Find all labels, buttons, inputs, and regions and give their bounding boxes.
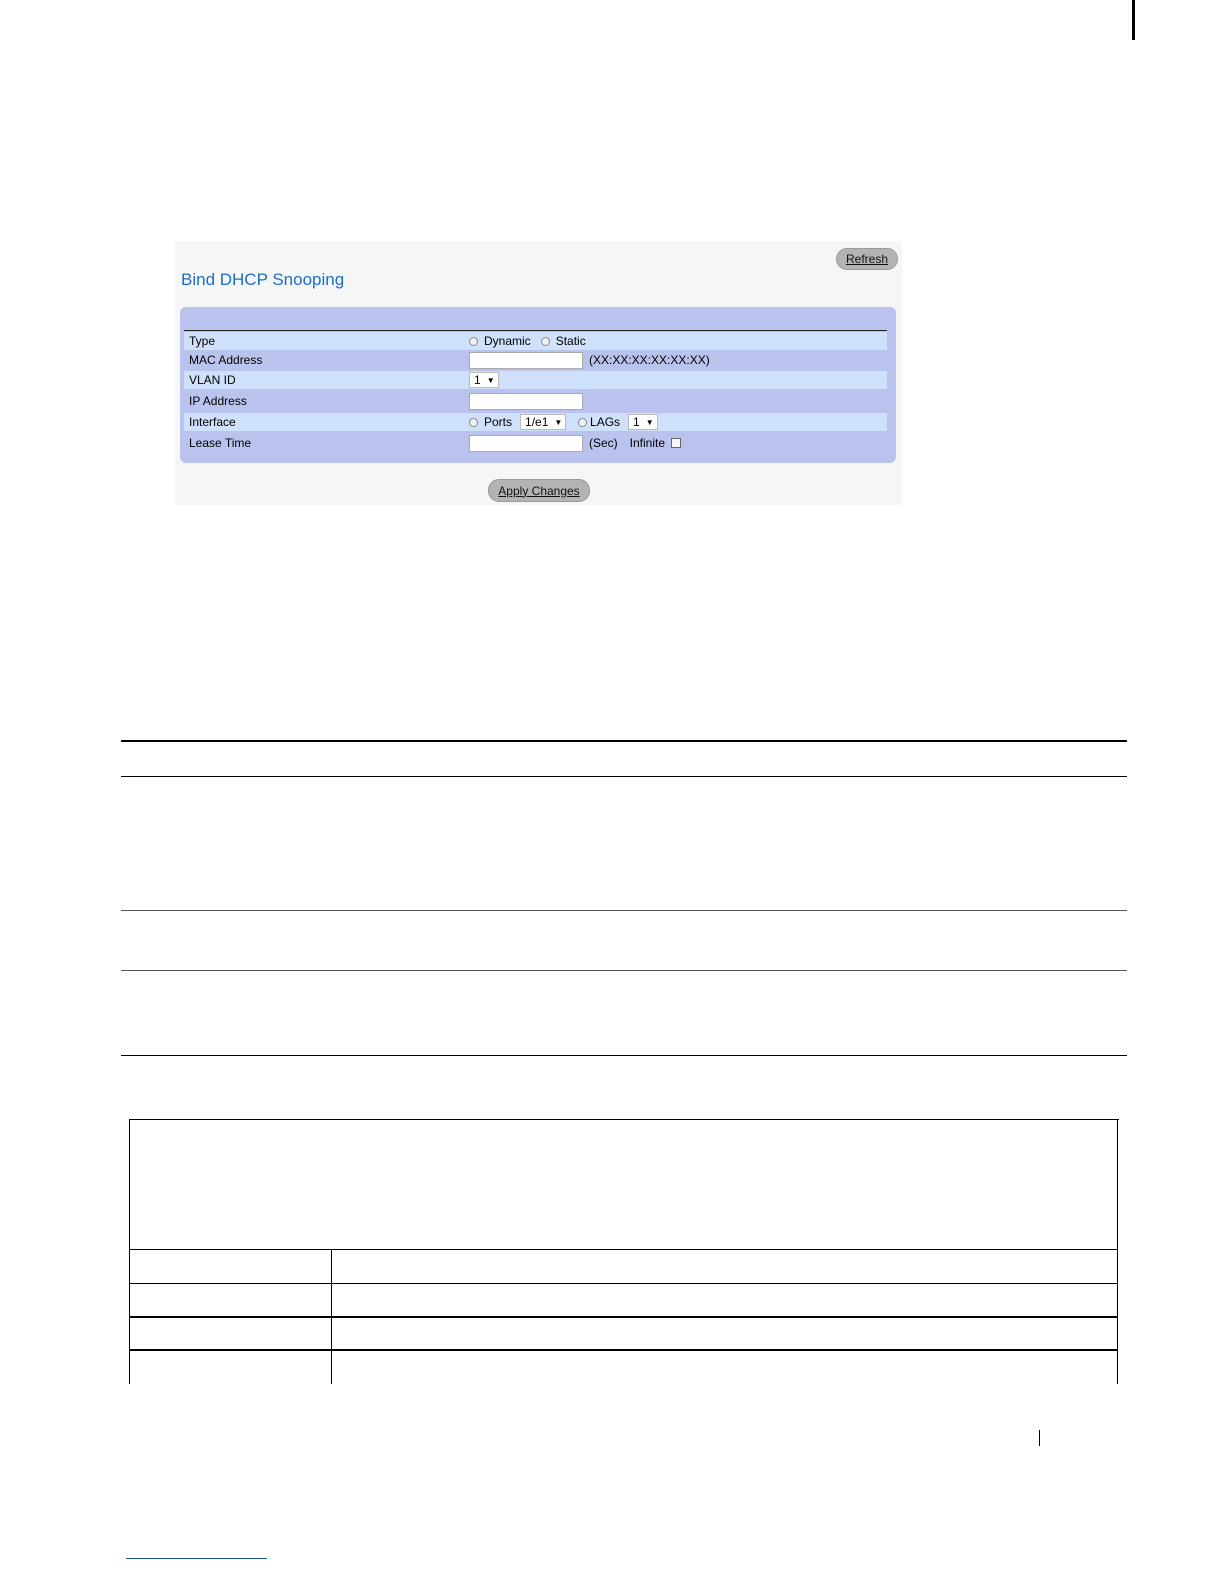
lease-time-unit: (Sec) — [589, 436, 618, 450]
interface-label: Interface — [189, 415, 236, 429]
chevron-down-icon: ▼ — [554, 417, 563, 427]
type-dynamic-radio[interactable] — [469, 337, 478, 346]
ports-select[interactable] — [520, 414, 566, 430]
interface-ports-radio[interactable] — [469, 418, 478, 427]
bottom-table-row-line — [129, 1316, 1118, 1318]
infinite-checkbox[interactable] — [671, 438, 681, 448]
row-interface — [184, 413, 887, 431]
row-mac-address — [184, 351, 887, 369]
row-ip-address — [184, 392, 887, 410]
ports-selected: 1/e1 — [525, 415, 549, 429]
interface-lags-label: LAGs — [590, 415, 621, 429]
table-bottom-rule — [121, 1055, 1127, 1056]
table-header-rule — [121, 776, 1127, 777]
lease-time-label: Lease Time — [189, 436, 252, 450]
chevron-down-icon: ▼ — [645, 417, 654, 427]
page-number-separator — [1039, 1430, 1040, 1446]
page-title: Bind DHCP Snooping — [181, 270, 345, 289]
ip-address-input[interactable] — [469, 393, 583, 410]
type-static-radio[interactable] — [541, 337, 550, 346]
bottom-table-row-line — [129, 1349, 1118, 1351]
type-static-label: Static — [555, 334, 586, 348]
interface-lags-radio[interactable] — [578, 418, 587, 427]
form-header-divider — [184, 330, 887, 331]
bottom-table-left-border — [129, 1119, 130, 1384]
footer-link-underline[interactable] — [126, 1558, 267, 1559]
ip-address-label: IP Address — [189, 394, 247, 408]
table-top-rule — [121, 740, 1127, 742]
lease-time-input[interactable] — [469, 435, 583, 452]
apply-changes-button[interactable]: Apply Changes — [488, 479, 590, 502]
mac-address-format-hint: (XX:XX:XX:XX:XX:XX) — [589, 353, 710, 367]
type-dynamic-label: Dynamic — [484, 334, 531, 348]
refresh-button[interactable]: Refresh — [836, 248, 898, 270]
mac-address-label: MAC Address — [189, 353, 263, 367]
infinite-label: Infinite — [629, 436, 666, 450]
vlan-id-label: VLAN ID — [189, 373, 236, 387]
lags-select[interactable] — [628, 414, 658, 430]
vlan-id-select[interactable] — [469, 372, 499, 388]
vlan-id-selected: 1 — [474, 373, 481, 387]
row-type — [184, 332, 887, 350]
bottom-table-row-line — [129, 1249, 1118, 1250]
top-margin-rule — [1132, 0, 1135, 40]
row-lease-time — [184, 434, 887, 452]
table-row-divider — [121, 910, 1127, 911]
row-vlan-id — [184, 371, 887, 389]
table-row-divider — [121, 970, 1127, 971]
type-label: Type — [189, 334, 216, 348]
bottom-table-row-line — [129, 1283, 1118, 1284]
interface-ports-label: Ports — [484, 415, 513, 429]
bind-form — [180, 307, 896, 463]
chevron-down-icon: ▼ — [486, 375, 495, 385]
screenshot-panel — [175, 241, 902, 505]
lags-selected: 1 — [633, 415, 640, 429]
bottom-table-right-border — [1117, 1119, 1118, 1384]
mac-address-input[interactable] — [469, 352, 583, 369]
bottom-table-top-border — [129, 1119, 1119, 1120]
